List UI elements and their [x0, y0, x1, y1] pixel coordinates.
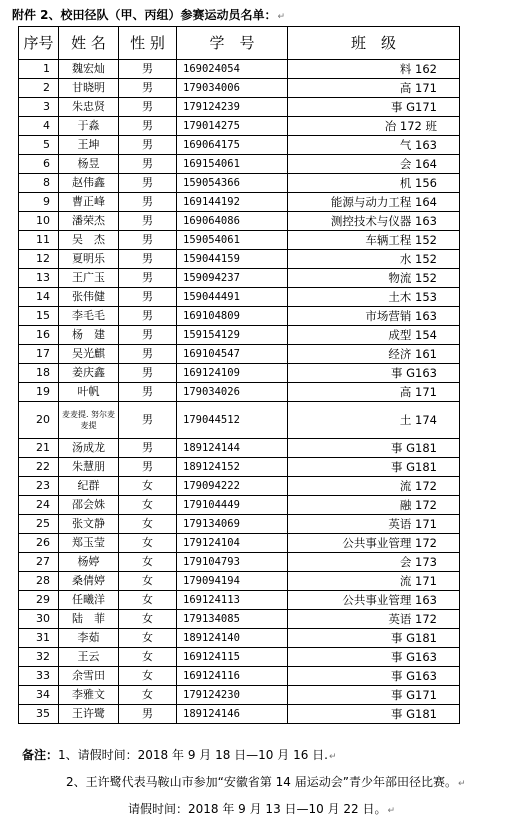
row-number: 10 — [19, 212, 59, 231]
athlete-gender: 男 — [119, 60, 177, 79]
table-row — [19, 155, 460, 174]
athlete-name: 叶帆 — [59, 383, 119, 402]
student-id: 169064086 — [177, 212, 288, 231]
row-number: 2 — [19, 79, 59, 98]
athlete-name: 潘荣杰 — [59, 212, 119, 231]
student-id: 179134085 — [177, 610, 288, 629]
table-row — [19, 591, 460, 610]
class-name: 料 162 — [288, 60, 460, 79]
student-id: 169124113 — [177, 591, 288, 610]
note-line-2: 2、王许鹭代表马鞍山市参加“安徽省第 14 届运动会”青少年部田径比赛。↵ — [66, 775, 466, 789]
athlete-gender: 女 — [119, 686, 177, 705]
athlete-gender: 女 — [119, 534, 177, 553]
note-line-1: 备注：1、请假时间：2018 年 9 月 18 日—10 月 16 日.↵ — [22, 748, 337, 762]
table-row — [19, 383, 460, 402]
athlete-name: 余雪田 — [59, 667, 119, 686]
row-number: 20 — [19, 402, 59, 439]
athlete-gender: 男 — [119, 79, 177, 98]
class-name: 公共事业管理 163 — [288, 591, 460, 610]
row-number: 8 — [19, 174, 59, 193]
class-name: 水 152 — [288, 250, 460, 269]
athlete-name: 王云 — [59, 648, 119, 667]
header-gender: 性 别 — [119, 27, 177, 60]
class-name: 市场营销 163 — [288, 307, 460, 326]
class-name: 事 G163 — [288, 667, 460, 686]
athlete-gender: 男 — [119, 288, 177, 307]
table-row — [19, 534, 460, 553]
athlete-name: 王坤 — [59, 136, 119, 155]
athlete-name: 李茹 — [59, 629, 119, 648]
student-id: 159094237 — [177, 269, 288, 288]
header-no: 序号 — [19, 27, 59, 60]
class-name: 会 173 — [288, 553, 460, 572]
table-row — [19, 231, 460, 250]
header-class: 班 级 — [288, 27, 460, 60]
student-id: 179014275 — [177, 117, 288, 136]
athlete-gender: 女 — [119, 648, 177, 667]
athlete-name: 麦麦提. 努尔麦麦提 — [59, 402, 119, 439]
table-row — [19, 610, 460, 629]
student-id: 169144192 — [177, 193, 288, 212]
athlete-gender: 男 — [119, 458, 177, 477]
athlete-name: 邵会姝 — [59, 496, 119, 515]
athlete-name: 郑玉莹 — [59, 534, 119, 553]
class-name: 冶 172 班 — [288, 117, 460, 136]
athlete-name: 王许鹭 — [59, 705, 119, 724]
athlete-gender: 男 — [119, 269, 177, 288]
athlete-gender: 女 — [119, 553, 177, 572]
table-row — [19, 288, 460, 307]
student-id: 179034026 — [177, 383, 288, 402]
student-id: 159044159 — [177, 250, 288, 269]
student-id: 179104793 — [177, 553, 288, 572]
class-name: 事 G163 — [288, 648, 460, 667]
class-name: 土 174 — [288, 402, 460, 439]
athlete-name: 杨婷 — [59, 553, 119, 572]
table-row — [19, 458, 460, 477]
row-number: 30 — [19, 610, 59, 629]
table-row — [19, 648, 460, 667]
athlete-gender: 女 — [119, 496, 177, 515]
athlete-gender: 男 — [119, 98, 177, 117]
student-id: 179034006 — [177, 79, 288, 98]
student-id: 189124140 — [177, 629, 288, 648]
student-id: 189124144 — [177, 439, 288, 458]
athlete-name: 李毛毛 — [59, 307, 119, 326]
student-id: 169124115 — [177, 648, 288, 667]
row-number: 22 — [19, 458, 59, 477]
row-number: 34 — [19, 686, 59, 705]
table-row — [19, 705, 460, 724]
student-id: 179124230 — [177, 686, 288, 705]
table-row — [19, 515, 460, 534]
athlete-gender: 男 — [119, 212, 177, 231]
row-number: 3 — [19, 98, 59, 117]
student-id: 179094222 — [177, 477, 288, 496]
athlete-name: 张文静 — [59, 515, 119, 534]
note-label: 备注： — [22, 748, 59, 762]
class-name: 流 172 — [288, 477, 460, 496]
header-student-id: 学 号 — [177, 27, 288, 60]
class-name: 经济 161 — [288, 345, 460, 364]
table-row — [19, 174, 460, 193]
table-row — [19, 553, 460, 572]
student-id: 169064175 — [177, 136, 288, 155]
row-number: 28 — [19, 572, 59, 591]
student-id: 159044491 — [177, 288, 288, 307]
row-number: 32 — [19, 648, 59, 667]
athlete-gender: 男 — [119, 136, 177, 155]
class-name: 机 156 — [288, 174, 460, 193]
table-row — [19, 250, 460, 269]
athlete-gender: 女 — [119, 515, 177, 534]
class-name: 高 171 — [288, 383, 460, 402]
athlete-name: 陆 菲 — [59, 610, 119, 629]
athlete-name: 桑倩婷 — [59, 572, 119, 591]
class-name: 土木 153 — [288, 288, 460, 307]
student-id: 169104547 — [177, 345, 288, 364]
athlete-gender: 女 — [119, 667, 177, 686]
table-row — [19, 212, 460, 231]
table-row — [19, 60, 460, 79]
row-number: 29 — [19, 591, 59, 610]
athlete-gender: 男 — [119, 250, 177, 269]
table-row — [19, 269, 460, 288]
athlete-gender: 男 — [119, 364, 177, 383]
athlete-gender: 男 — [119, 439, 177, 458]
table-row — [19, 98, 460, 117]
athlete-table — [18, 26, 460, 724]
table-row — [19, 572, 460, 591]
class-name: 事 G181 — [288, 458, 460, 477]
class-name: 事 G181 — [288, 439, 460, 458]
table-row — [19, 667, 460, 686]
athlete-name: 杨 建 — [59, 326, 119, 345]
row-number: 4 — [19, 117, 59, 136]
row-number: 5 — [19, 136, 59, 155]
table-row — [19, 117, 460, 136]
class-name: 事 G171 — [288, 686, 460, 705]
athlete-name: 杨昱 — [59, 155, 119, 174]
table-row — [19, 79, 460, 98]
class-name: 会 164 — [288, 155, 460, 174]
athlete-name: 曹正峰 — [59, 193, 119, 212]
table-row — [19, 496, 460, 515]
athlete-name: 吴光麒 — [59, 345, 119, 364]
table-row — [19, 136, 460, 155]
class-name: 物流 152 — [288, 269, 460, 288]
student-id: 169124109 — [177, 364, 288, 383]
student-id: 189124152 — [177, 458, 288, 477]
class-name: 融 172 — [288, 496, 460, 515]
row-number: 27 — [19, 553, 59, 572]
note-line-3: 请假时间：2018 年 9 月 13 日—10 月 22 日。↵ — [128, 802, 396, 816]
athlete-name: 任曦洋 — [59, 591, 119, 610]
row-number: 26 — [19, 534, 59, 553]
athlete-gender: 男 — [119, 383, 177, 402]
athlete-name: 赵伟鑫 — [59, 174, 119, 193]
student-id: 169104809 — [177, 307, 288, 326]
class-name: 公共事业管理 172 — [288, 534, 460, 553]
row-number: 16 — [19, 326, 59, 345]
student-id: 159154129 — [177, 326, 288, 345]
athlete-name: 于淼 — [59, 117, 119, 136]
athlete-name: 夏明乐 — [59, 250, 119, 269]
student-id: 169124116 — [177, 667, 288, 686]
table-row — [19, 345, 460, 364]
document-heading: 附件 2、校田径队（甲、丙组）参赛运动员名单：↵ — [12, 8, 286, 22]
student-id: 169154061 — [177, 155, 288, 174]
row-number: 25 — [19, 515, 59, 534]
athlete-gender: 男 — [119, 307, 177, 326]
class-name: 事 G181 — [288, 705, 460, 724]
athlete-gender: 女 — [119, 477, 177, 496]
class-name: 英语 172 — [288, 610, 460, 629]
athlete-name: 吴 杰 — [59, 231, 119, 250]
athlete-name: 朱忠贤 — [59, 98, 119, 117]
class-name: 能源与动力工程 164 — [288, 193, 460, 212]
row-number: 24 — [19, 496, 59, 515]
table-row — [19, 193, 460, 212]
class-name: 事 G163 — [288, 364, 460, 383]
row-number: 13 — [19, 269, 59, 288]
student-id: 159054366 — [177, 174, 288, 193]
class-name: 气 163 — [288, 136, 460, 155]
student-id: 179044512 — [177, 402, 288, 439]
student-id: 179104449 — [177, 496, 288, 515]
athlete-name: 王广玉 — [59, 269, 119, 288]
athlete-gender: 女 — [119, 629, 177, 648]
athlete-name: 汤成龙 — [59, 439, 119, 458]
row-number: 12 — [19, 250, 59, 269]
athlete-gender: 男 — [119, 231, 177, 250]
table-row — [19, 629, 460, 648]
athlete-gender: 男 — [119, 117, 177, 136]
athlete-gender: 女 — [119, 572, 177, 591]
student-id: 159054061 — [177, 231, 288, 250]
row-number: 19 — [19, 383, 59, 402]
class-name: 事 G171 — [288, 98, 460, 117]
athlete-gender: 男 — [119, 402, 177, 439]
row-number: 33 — [19, 667, 59, 686]
student-id: 179124104 — [177, 534, 288, 553]
class-name: 事 G181 — [288, 629, 460, 648]
table-row — [19, 402, 460, 439]
athlete-gender: 男 — [119, 193, 177, 212]
row-number: 18 — [19, 364, 59, 383]
class-name: 成型 154 — [288, 326, 460, 345]
student-id: 179134069 — [177, 515, 288, 534]
row-number: 31 — [19, 629, 59, 648]
athlete-gender: 男 — [119, 155, 177, 174]
table-header-row — [19, 27, 460, 60]
athlete-name: 张伟健 — [59, 288, 119, 307]
athlete-gender: 男 — [119, 705, 177, 724]
athlete-gender: 男 — [119, 174, 177, 193]
athlete-name: 甘晓明 — [59, 79, 119, 98]
table-row — [19, 364, 460, 383]
table-row — [19, 326, 460, 345]
student-id: 179094194 — [177, 572, 288, 591]
student-id: 169024054 — [177, 60, 288, 79]
athlete-name: 姜庆鑫 — [59, 364, 119, 383]
athlete-gender: 女 — [119, 610, 177, 629]
athlete-name: 纪群 — [59, 477, 119, 496]
student-id: 189124146 — [177, 705, 288, 724]
class-name: 流 171 — [288, 572, 460, 591]
row-number: 15 — [19, 307, 59, 326]
class-name: 测控技术与仪器 163 — [288, 212, 460, 231]
row-number: 14 — [19, 288, 59, 307]
row-number: 17 — [19, 345, 59, 364]
table-row — [19, 477, 460, 496]
row-number: 11 — [19, 231, 59, 250]
athlete-gender: 女 — [119, 591, 177, 610]
class-name: 车辆工程 152 — [288, 231, 460, 250]
row-number: 35 — [19, 705, 59, 724]
row-number: 1 — [19, 60, 59, 79]
athlete-gender: 男 — [119, 345, 177, 364]
athlete-name: 朱慧朋 — [59, 458, 119, 477]
athlete-name: 李雅文 — [59, 686, 119, 705]
table-row — [19, 686, 460, 705]
student-id: 179124239 — [177, 98, 288, 117]
athlete-name: 魏宏灿 — [59, 60, 119, 79]
row-number: 9 — [19, 193, 59, 212]
table-row — [19, 307, 460, 326]
header-name: 姓 名 — [59, 27, 119, 60]
class-name: 英语 171 — [288, 515, 460, 534]
row-number: 21 — [19, 439, 59, 458]
class-name: 高 171 — [288, 79, 460, 98]
athlete-gender: 男 — [119, 326, 177, 345]
table-row — [19, 439, 460, 458]
row-number: 23 — [19, 477, 59, 496]
row-number: 6 — [19, 155, 59, 174]
